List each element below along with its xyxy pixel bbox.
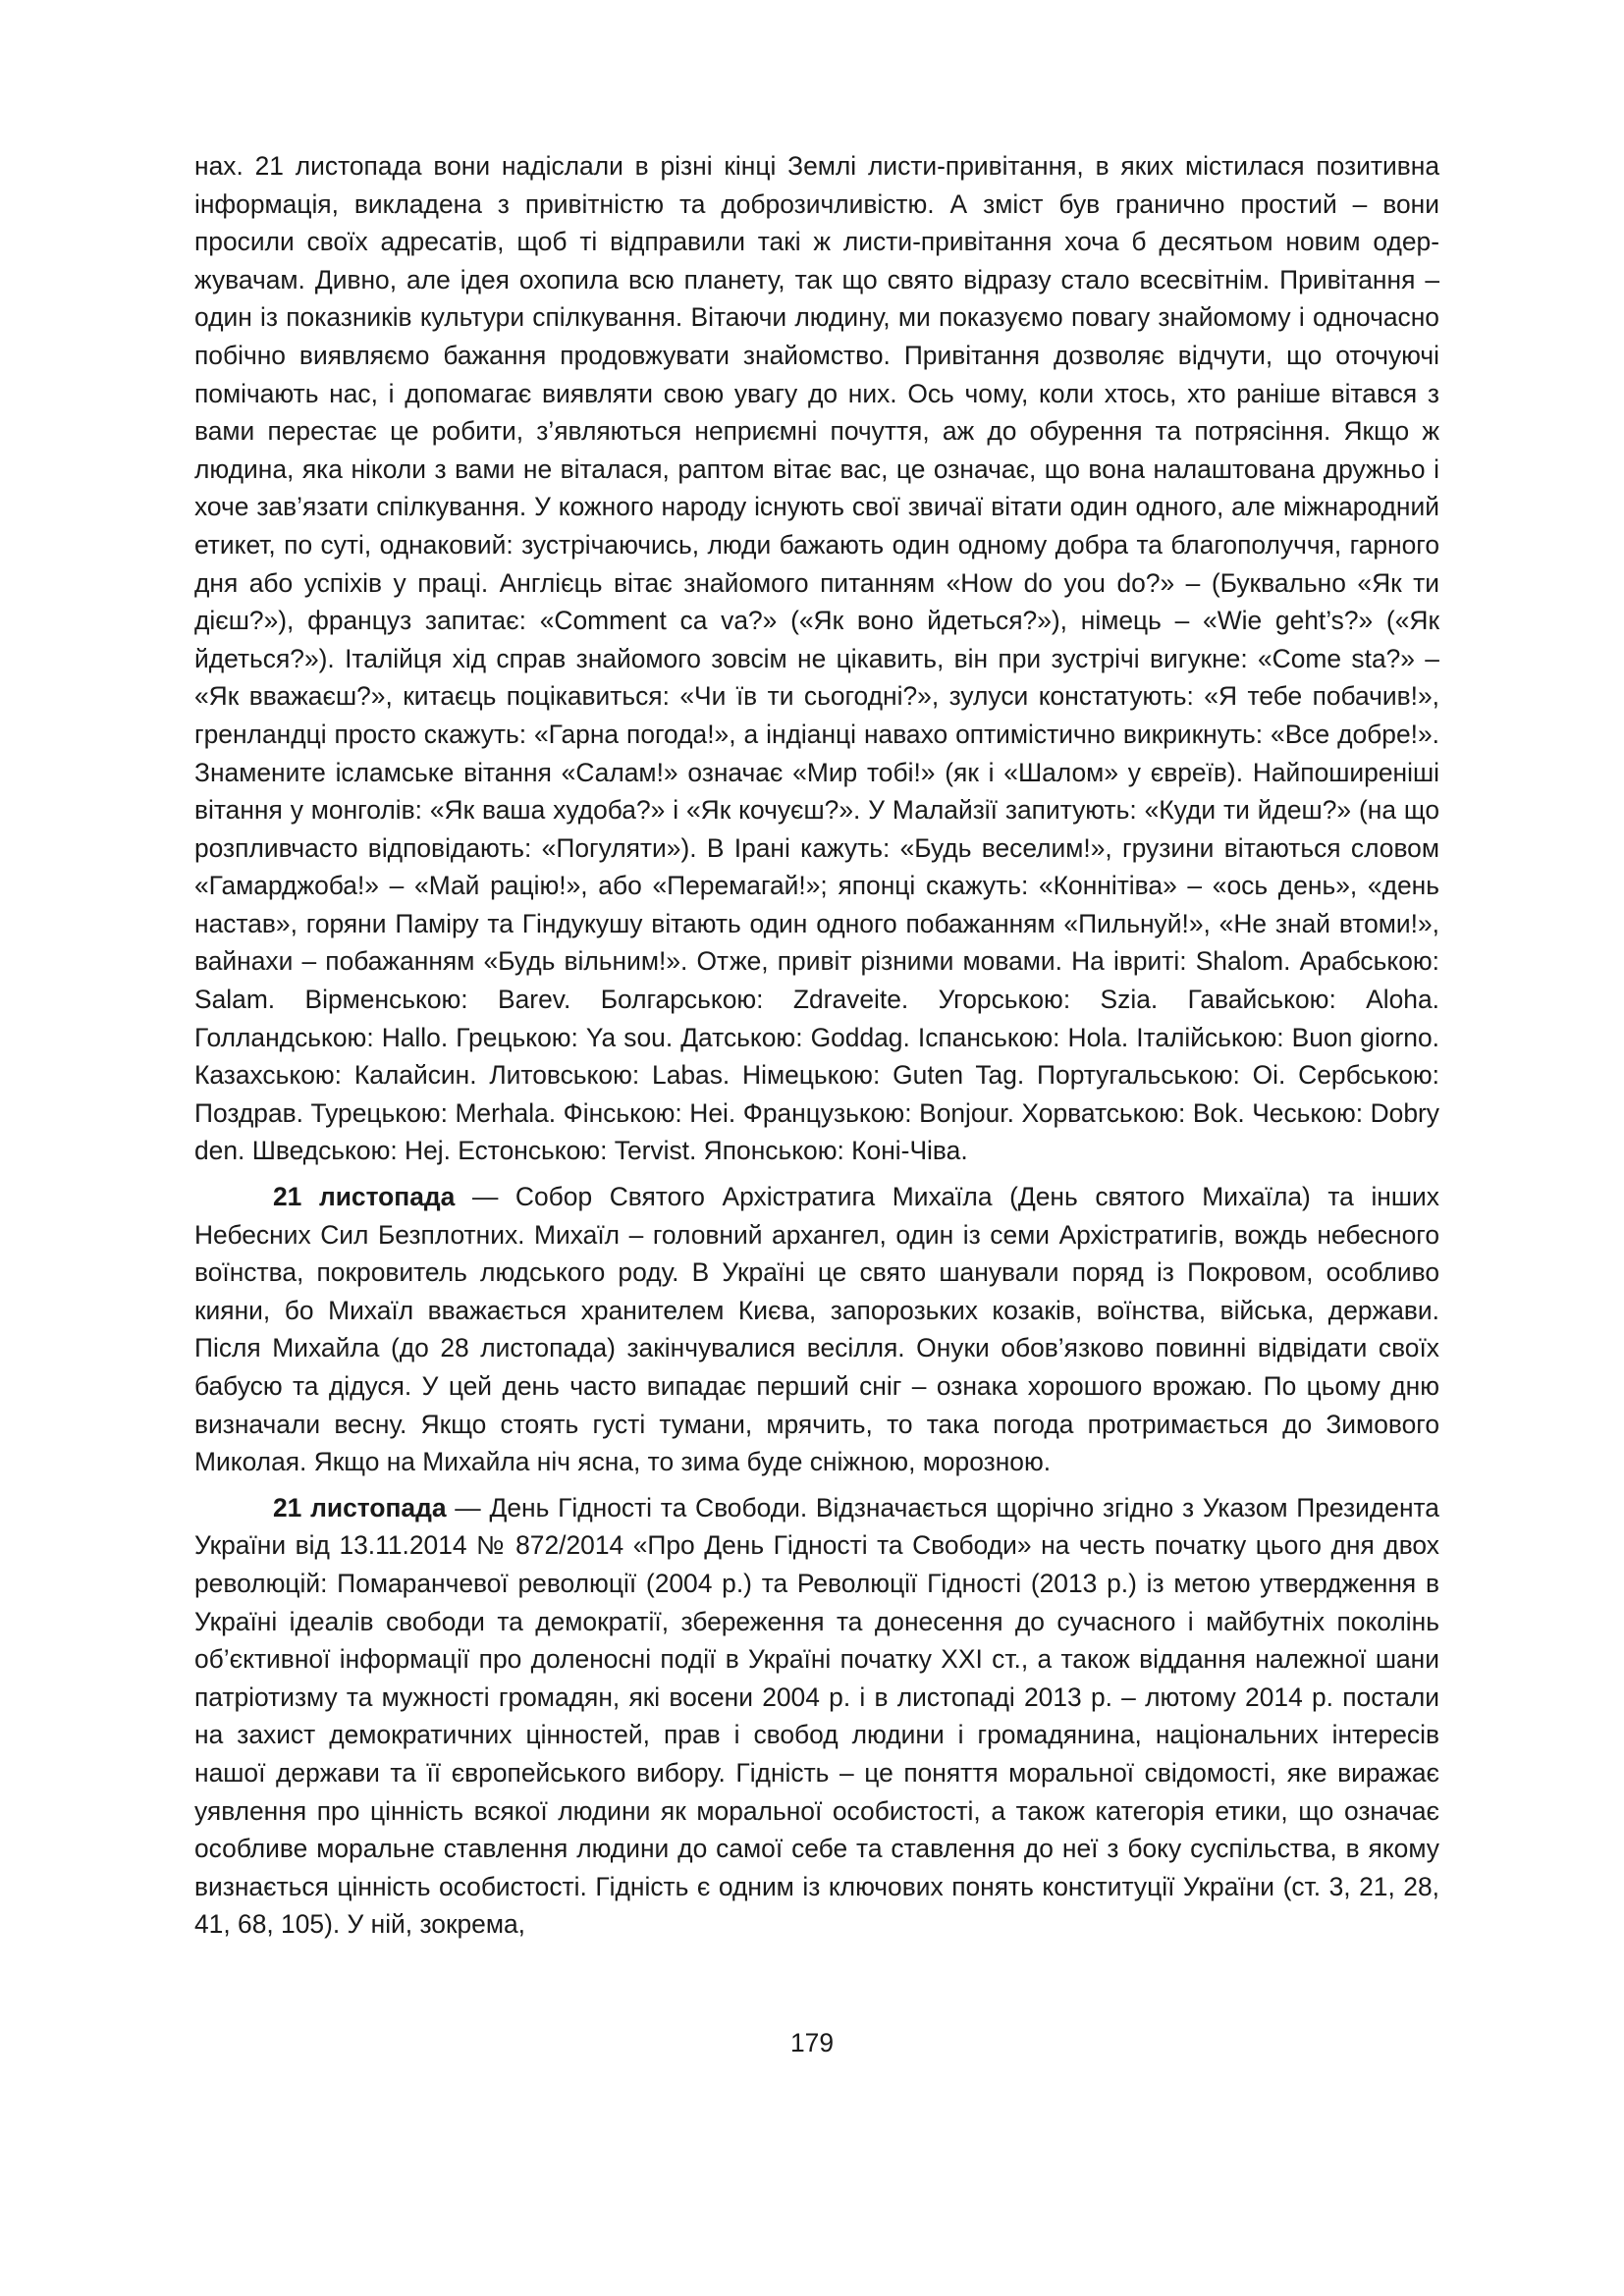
paragraph-text: — Собор Святого Архістратига Михаїла (День святого Михаїла) та інших Небесних Сил Безплотних. Михаїл – головний архангел, один із семи Архістратигів, вождь небесного воїнства, покровитель людського роду. В Україні це свято шанували поряд із Покровом, особливо кияни, бо Михаїл вважається хранителем Києва, запорозьких козаків, воїнства, війська, держави. Після Михайла (до 28 листопада) закінчувалися весілля. Онуки обов’язково повинні відвідати своїх бабусю та дідуся. У цей день часто випадає перший сніг – ознака хорошого врожаю. По цьому дню визначали весну. Якщо стоять густі тумани, мрячить, то така погода протримається до Зимового Миколая. Якщо на Михайла ніч ясна, то зима буде сніжною, морозною. [194, 1182, 1439, 1477]
date-lead: 21 листопада [273, 1182, 456, 1212]
paragraph-greetings [194, 147, 1439, 1170]
paragraph-archangel-michael [194, 1178, 1439, 1481]
paragraph-text: нах. 21 листопада вони надіслали в різні кінці Землі листи-привітання, в яких містилася позитивна інформація, викладена з привітністю та доброзичливістю. А зміст був гранично простий – вони просили своїх адресатів, щоб ті відправили такі ж листи-привітання хоча б десятьом новим одержувачам. Дивно, але ідея охопила всю планету, так що свято відразу стало всесвітнім. Привітання – один із показників культури спілкування. Вітаючи людину, ми показуємо повагу знайомому і одночасно побічно виявляємо бажання продовжувати знайомство. Привітання дозволяє відчути, що оточуючі помічають нас, і допомагає виявляти свою увагу до них. Ось чому, коли хтось, хто раніше вітався з вами перестає це робити, з’являються неприємні почуття, аж до обурення та потрясіння. Якщо ж людина, яка ніколи з вами не віталася, раптом вітає вас, це означає, що вона налаштована дружньо і хоче зав’язати спілкування. У кожного народу існують свої звичаї вітати один одного, але міжнародний етикет, по суті, однаковий: зустрічаючись, люди бажають один одному добра та благополуччя, гарного дня або успіхів у праці. Англієць вітає знайомого питанням «How do you do?» – (Буквально «Як ти дієш?»), француз запитає: «Comment ca va?» («Як воно йдеться?»), німець – «Wie geht’s?» («Як йдеться?»). Італійця хід справ знайомого зовсім не цікавить, він при зустрічі вигукне: «Come sta?» – «Як вважаєш?», китаєць поцікавиться: «Чи їв ти сьогодні?», зулуси констатують: «Я тебе побачив!», гренландці просто скажуть: «Гарна погода!», а індіанці навахо оптимістично викрикнуть: «Все добре!». Знамените ісламське вітання «Салам!» означає «Мир тобі!» (як і «Шалом» у євреїв). Найпоширеніші вітання у монголів: «Як ваша худоба?» і «Як кочуєш?». У Малайзії запитують: «Куди ти йдеш?» (на що розпливчасто відповідають: «Погуляти»). В Ірані кажуть: «Будь веселим!», грузини вітаються словом «Гамарджоба!» – «Май рацію!», або «Перемагай!»; японці скажуть: «Коннітіва» – «ось день», «день настав», горяни Паміру та Гіндукушу вітають один одного побажанням «Пильнуй!», «Не знай втоми!», вайнахи – побажанням «Будь вільним!». Отже, привіт різними мовами. На івриті: Shalom. Арабською: Salam. Вірменською: Barev. Болгарською: Zdraveite. Угорською: Szia. Гавайською: Aloha. Голландською: Hallo. Грецькою: Ya sou. Датською: Goddag. Іспанською: Hola. Італійською: Buon giorno. Казахською: Калайсин. Литовською: Labas. Німецькою: Guten Tag. Португальською: Oi. Сербською: Поздрав. Турецькою: Merhala. Фінською: Hei. Французькою: Bonjour. Хорватською: Bok. Чеською: Dobry den. Шведською: Hej. Естонською: Tervist. Японською: Коні-Чіва. [194, 151, 1439, 1166]
date-lead: 21 листопада [273, 1492, 447, 1522]
paragraph-dignity-freedom-day [194, 1489, 1439, 1944]
paragraph-text: — День Гідності та Свободи. Відзначається щорічно згідно з Указом Президента України від 13.11.2014 № 872/2014 «Про День Гідності та Свободи» на честь початку цього дня двох революцій: Помаранчевої революції (2004 р.) та Революції Гідності (2013 р.) із метою утвердження в Україні ідеалів свободи та демократії, збереження та донесення до сучасного і майбутніх поколінь об’єктивної інформації про доленосні події в Україні початку XXI ст., а також віддання належної шани патріотизму та мужності громадян, які восени 2004 р. і в листопаді 2013 р. – лютому 2014 р. постали на захист демократичних цінностей, прав і свобод людини і громадянина, національних інтересів нашої держави та її європейського вибору. Гідність – це поняття моральної свідомості, яке виражає уявлення про цінність всякої людини як моральної особистості, а також категорія етики, що означає особливе моральне ставлення людини до самої себе та ставлення до неї з боку суспільства, в якому визнається цінність особистості. Гідність є одним із ключових понять конституції України (ст. 3, 21, 28, 41, 68, 105). У ній, зокрема, [194, 1492, 1439, 1940]
page-number: 179 [789, 2028, 835, 2057]
body-text [194, 147, 1439, 1951]
